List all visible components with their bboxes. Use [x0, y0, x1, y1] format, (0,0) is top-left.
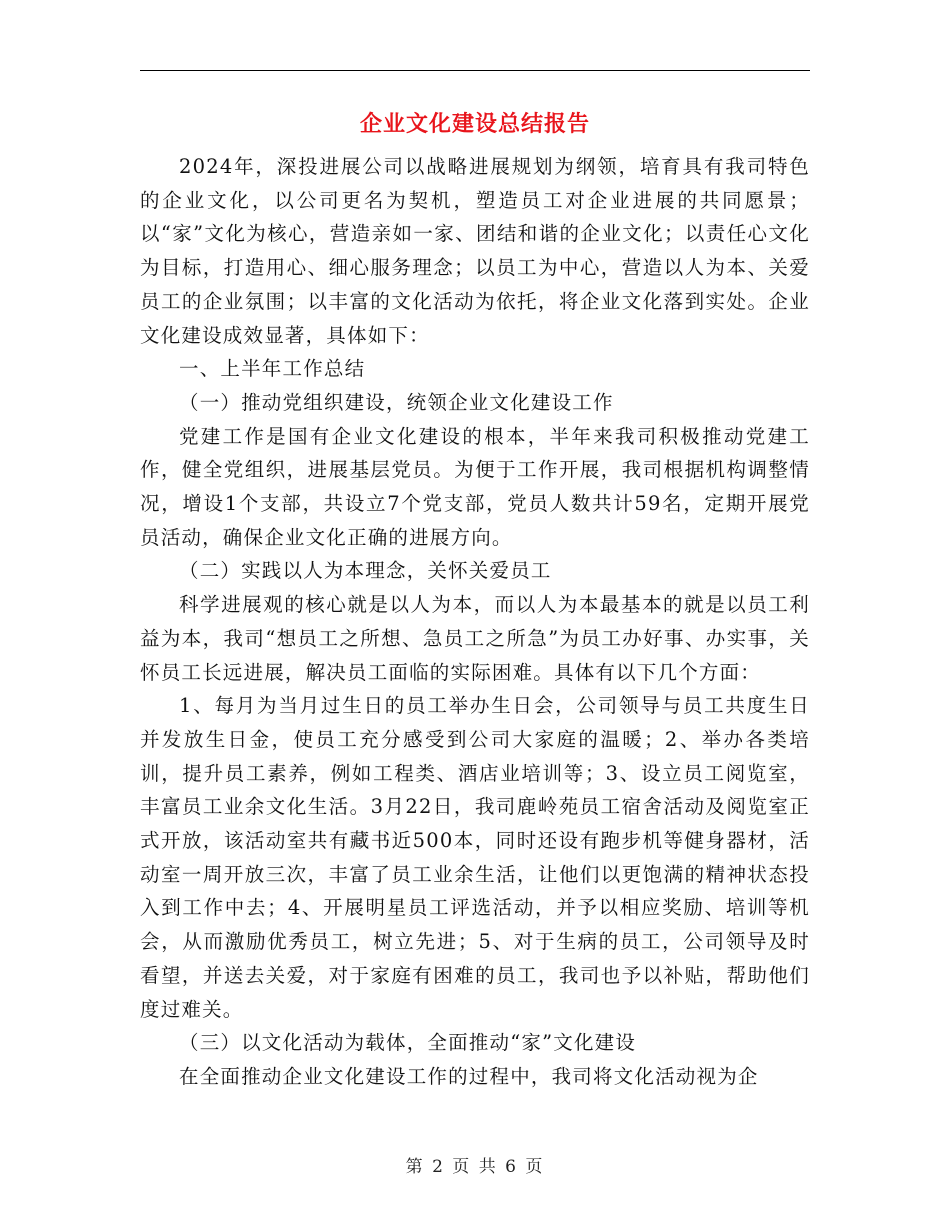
page-footer: 第 2 页 共 6 页	[405, 1157, 545, 1177]
header-rule	[140, 70, 810, 71]
body-paragraph: 在全面推动企业文化建设工作的过程中，我司将文化活动视为企	[179, 1064, 759, 1088]
body-paragraph: 1、每月为当月过生日的员工举办生日会，公司领导与员工共度生日并发放生日金，使员工充分感受到公司大家庭的温暖；2、举办各类培训，提升员工素养，例如工程类、酒店业培训等；3、设立员工阅览室，丰富员工业余文化生活。3月22日，我司鹿岭苑员工宿舍活动及阅览室正式开放，该活动室共有藏书近500本，同时还设有跑步机等健身器材，活动室一周开放三次，丰富了员工业余生活，让他们以更饱满的精神状态投入到工作中去；4、开展明星员工评选活动，并予以相应奖励、培训等机会，从而激励优秀员工，树立先进；5、对于生病的员工，公司领导及时看望，并送去关爱，对于家庭有困难的员工，我司也予以补贴，帮助他们度过难关。	[140, 694, 810, 1021]
intro-paragraph: 2024年，深投进展公司以战略进展规划为纲领，培育具有我司特色的企业文化，以公司更名为契机，塑造员工对企业进展的共同愿景；以“家”文化为核心，营造亲如一家、团结和谐的企业文化；以责任心文化为目标，打造用心、细心服务理念；以员工为中心，营造以人为本、关爱员工的企业氛围；以丰富的文化活动为依托，将企业文化落到实处。企业文化建设成效显著，具体如下：	[140, 155, 810, 347]
subsection-heading: （一）推动党组织建设，统领企业文化建设工作	[179, 390, 614, 414]
subsection-heading: （二）实践以人为本理念，关怀关爱员工	[179, 559, 552, 583]
subsection-heading: （三）以文化活动为载体，全面推动“家”文化建设	[179, 1031, 637, 1055]
body-paragraph: 党建工作是国有企业文化建设的根本，半年来我司积极推动党建工作，健全党组织，进展基层党员。为便于工作开展，我司根据机构调整情况，增设1个支部，共设立7个党支部，党员人数共计59名，定期开展党员活动，确保企业文化正确的进展方向。	[140, 424, 810, 549]
body-paragraph: 科学进展观的核心就是以人为本，而以人为本最基本的就是以员工利益为本，我司“想员工之所想、急员工之所急”为员工办好事、办实事，关怀员工长远进展，解决员工面临的实际困难。具体有以下几个方面：	[140, 593, 810, 684]
section-heading: 一、上半年工作总结	[179, 357, 366, 381]
document-body	[140, 150, 810, 1094]
document-title: 企业文化建设总结报告	[359, 111, 590, 137]
